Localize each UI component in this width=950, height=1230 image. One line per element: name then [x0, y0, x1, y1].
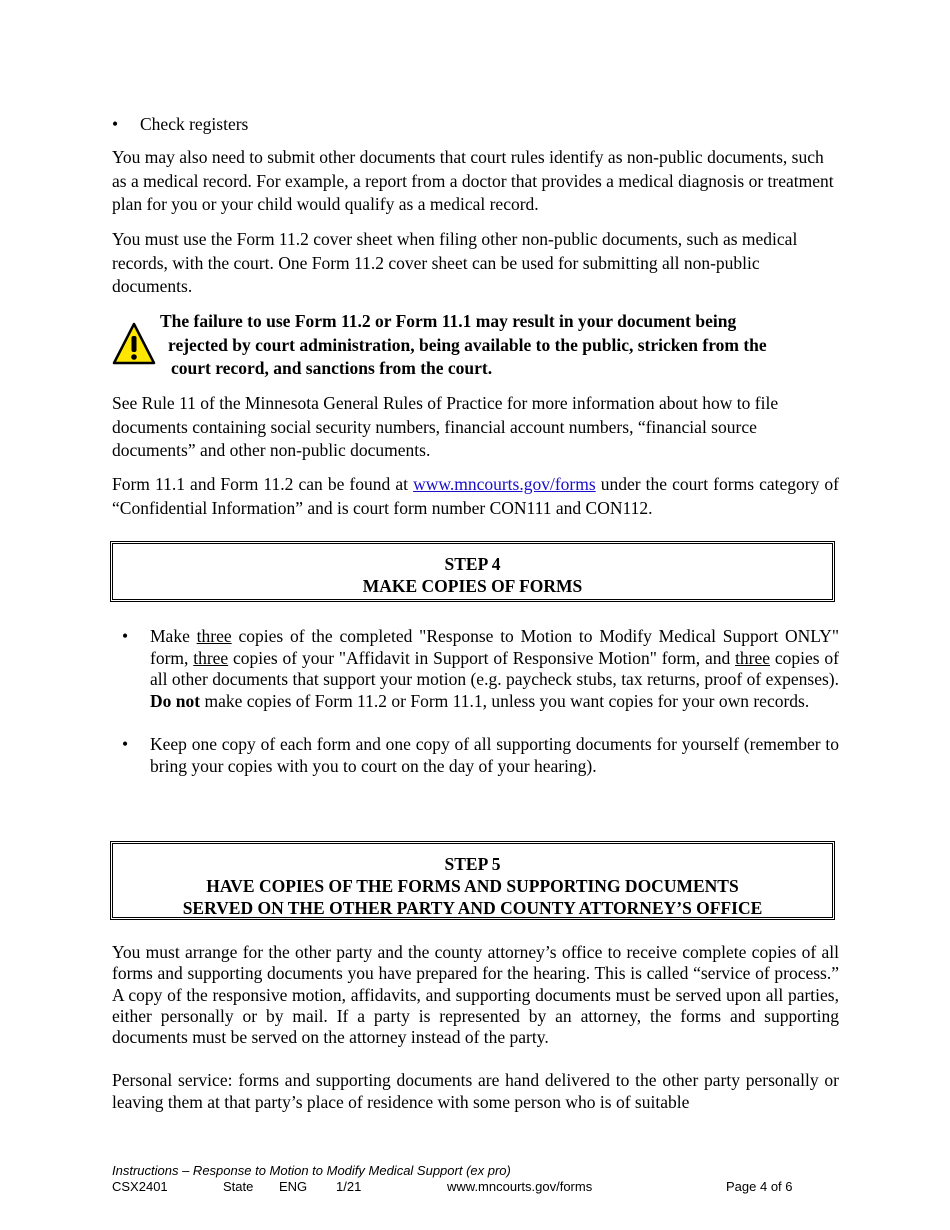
step-4-title: STEP 4 — [444, 554, 501, 574]
step-5-line-2: HAVE COPIES OF THE FORMS AND SUPPORTING DOCUMENTS — [206, 876, 739, 896]
step-5-box — [110, 841, 835, 920]
step-5-line-3: SERVED ON THE OTHER PARTY AND COUNTY ATTORNEY’S OFFICE — [182, 898, 763, 918]
footer-language: ENG — [279, 1179, 308, 1194]
footer-title: Instructions – Response to Motion to Modify Medical Support (ex pro) — [112, 1163, 511, 1178]
bullet-item — [112, 113, 248, 136]
paragraph-personal-service: Personal service: forms and supporting documents are hand delivered to the other party personally or leaving them at that party’s place of residence with some person who is of suitable — [112, 1070, 839, 1112]
list-item: • Make three copies of the completed "Response to Motion to Modify Medical Support ONLY" form, three copies of your "Affidavit in Support of Responsive Motion" form, and three copies of all other documents that support your motion (e.g. paycheck stubs, tax returns, proof of expenses). Do not make copies of Form 11.2 or Form 11.1, unless you want copies for your own records. — [122, 626, 839, 711]
warning-line-1: The failure to use Form 11.2 or Form 11.1 may result in your document being — [160, 311, 737, 331]
step-4-box — [110, 541, 835, 602]
step-4-subtitle: MAKE COPIES OF FORMS — [362, 576, 583, 596]
form-location-text: Form 11.1 and Form 11.2 can be found at — [112, 474, 414, 494]
footer-page-number: Page 4 of 6 — [726, 1179, 793, 1194]
warning-block — [112, 310, 839, 380]
form-location-text-2: under the court forms category of “Confidential Information” and is court form number CON111 and CON112. — [112, 474, 839, 518]
bullet-dot: • — [122, 626, 129, 646]
bullet-text: Check registers — [140, 114, 249, 134]
footer-url: www.mncourts.gov/forms — [447, 1179, 593, 1194]
page-footer — [112, 1163, 839, 1194]
footer-state: State — [223, 1179, 254, 1194]
warning-text — [160, 310, 850, 381]
mncourts-forms-link[interactable]: www.mncourts.gov/forms — [413, 474, 596, 494]
paragraph-rule-11: See Rule 11 of the Minnesota General Rules of Practice for more information about how to file documents containing social security numbers, financial account numbers, “financial source documents” and other non-public documents. — [112, 393, 779, 460]
bullet-dot: • — [112, 114, 119, 134]
warning-line-3: court record, and sanctions from the court. — [171, 358, 493, 378]
list-item: • Keep one copy of each form and one copy of all supporting documents for yourself (remember to bring your copies with you to court on the day of your hearing). — [122, 734, 839, 776]
paragraph-service-of-process: You must arrange for the other party and the county attorney’s office to receive complete copies of all forms and supporting documents you have prepared for the hearing. This is called “service of process.” A copy of the responsive motion, affidavits, and supporting documents must be served upon all parties, either personally or by mail. If a party is represented by an attorney, the forms and supporting documents must be served on the attorney instead of the party. — [112, 942, 839, 1048]
paragraph-form-location — [112, 473, 839, 520]
paragraph-form-11-2: You must use the Form 11.2 cover sheet when filing other non-public documents, such as medical records, with the court. One Form 11.2 cover sheet can be used for submitting all non-public documents. — [112, 229, 798, 296]
footer-form-code: CSX2401 — [112, 1179, 168, 1194]
step-4-list — [112, 626, 839, 777]
footer-date: 1/21 — [336, 1179, 362, 1194]
step-5-title: STEP 5 — [444, 854, 501, 874]
paragraph-non-public-docs: You may also need to submit other documents that court rules identify as non-public documents, such as a medical record. For example, a report from a doctor that provides a medical diagnosis or treatment plan for you or your child would qualify as a medical record. — [112, 147, 834, 214]
warning-triangle-icon — [112, 322, 156, 366]
bullet-dot: • — [122, 734, 129, 754]
warning-line-2: rejected by court administration, being available to the public, stricken from the — [168, 334, 767, 355]
